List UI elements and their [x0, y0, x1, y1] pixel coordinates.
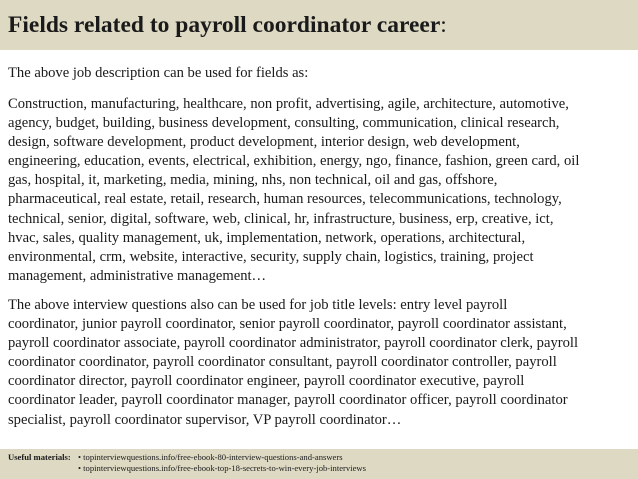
footer-spacer [8, 463, 78, 474]
page-title [8, 12, 630, 39]
ebook-80-questions-link[interactable]: • topinterviewquestions.info/free-ebook-80-interview-questions-and-answers [78, 452, 343, 462]
page-title-text: Fields related to payroll coordinator career [8, 12, 441, 38]
footer [0, 449, 638, 479]
fields-paragraph: Construction, manufacturing, healthcare, non profit, advertising, agile, architecture, automotive, agency, budget, building, business development, consulting, communication, clinical research, design, software development, product development, interior design, web development, engineering, education, events, electrical, exhibition, energy, ngo, finance, fashion, green card, oil gas, hospital, it, marketing, media, mining, nhs, non technical, oil and gas, offshore, pharmaceutical, real estate, retail, research, human resources, telecommunications, technology, technical, senior, digital, software, web, clinical, hr, infrastructure, business, erp, creative, ict, hvac, sales, quality management, uk, implementation, network, operations, architectural, environmental, crm, website, interactive, security, supply chain, logistics, training, project management, administrative management… [8, 96, 580, 284]
intro-text: The above job description can be used for fields as: [8, 65, 309, 81]
title-bar [0, 0, 638, 50]
footer-row-2 [8, 463, 638, 474]
main-content [0, 64, 638, 430]
ebook-18-secrets-link[interactable]: • topinterviewquestions.info/free-ebook-top-18-secrets-to-win-every-job-interviews [78, 462, 366, 473]
job-levels-paragraph: The above interview questions also can be used for job title levels: entry level payroll coordinator, junior payroll coordinator, senior payroll coordinator, payroll coordinator assistant, payroll coordinator associate, payroll coordinator administrator, payroll coordinator clerk, payroll coordinator coordinator, payroll coordinator consultant, payroll coordinator controller, payroll coordinator director, payroll coordinator engineer, payroll coordinator executive, payroll coordinator leader, payroll coordinator manager, payroll coordinator officer, payroll coordinator specialist, payroll coordinator supervisor, VP payroll coordinator… [8, 296, 579, 428]
page-title-colon: : [440, 12, 447, 38]
footer-row-1 [8, 452, 638, 463]
useful-materials-label: Useful materials: [8, 452, 71, 462]
